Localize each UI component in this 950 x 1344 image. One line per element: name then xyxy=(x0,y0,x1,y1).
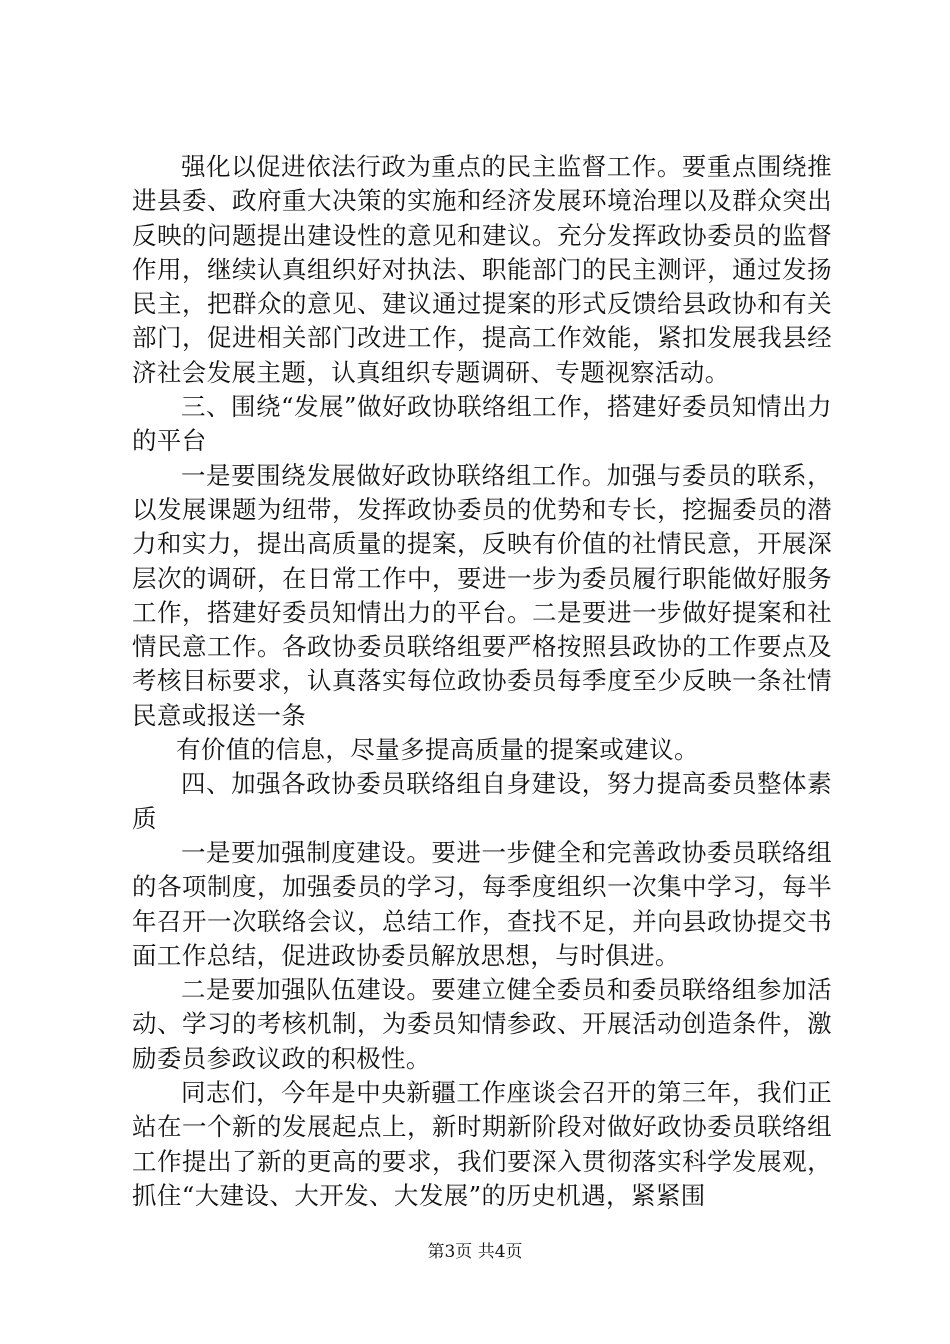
paragraph-closing-remarks: 同志们，今年是中央新疆工作座谈会召开的第三年，我们正站在一个新的发展起点上，新时期新阶段对做好政协委员联络组工作提出了新的更高的要求，我们要深入贯彻落实科学发展观，抓住“大建设、大开发、大发展”的历史机遇，紧紧围 xyxy=(132,1078,832,1210)
paragraph-system-building: 一是要加强制度建设。要进一步健全和完善政协委员联络组的各项制度，加强委员的学习，每季度组织一次集中学习，每半年召开一次联络会议，总结工作，查找不足，并向县政协提交书面工作总结，促进政协委员解放思想，与时俱进。 xyxy=(132,837,832,970)
paragraph-team-building: 二是要加强队伍建设。要建立健全委员和委员联络组参加活动、学习的考核机制，为委员知情参政、开展活动创造条件，激励委员参政议政的积极性。 xyxy=(132,975,832,1073)
page-number-footer: 第3页 共4页 xyxy=(427,1242,523,1262)
paragraph-democratic-supervision: 强化以促进依法行政为重点的民主监督工作。要重点围绕推进县委、政府重大决策的实施和经济发展环境治理以及群众突出反映的问题提出建设性的意见和建议。充分发挥政协委员的监督作用，继续认真组织好对执法、职能部门的民主测评，通过发扬民主，把群众的意见、建议通过提案的形式反馈给县政协和有关部门，促进相关部门改进工作，提高工作效能，紧扣发展我县经济社会发展主题，认真组织专题调研、专题视察活动。 xyxy=(132,152,832,387)
paragraph-liaison-work: 一是要围绕发展做好政协联络组工作。加强与委员的联系，以发展课题为纽带，发挥政协委员的优势和专长，挖掘委员的潜力和实力，提出高质量的提案，反映有价值的社情民意，开展深层次的调研，在日常工作中，要进一步为委员履行职能做好服务工作，搭建好委员知情出力的平台。二是要进一步做好提案和社情民意工作。各政协委员联络组要严格按照县政协的工作要点及考核目标要求，认真落实每位政协委员每季度至少反映一条社情民意或报送一条 xyxy=(132,460,832,730)
section-heading-three: 三、围绕“发展”做好政协联络组工作，搭建好委员知情出力的平台 xyxy=(132,392,832,456)
document-body xyxy=(132,150,832,1213)
section-heading-four: 四、加强各政协委员联络组自身建设，努力提高委员整体素质 xyxy=(132,769,832,833)
paragraph-continuation: 有价值的信息，尽量多提高质量的提案或建议。 xyxy=(176,735,699,765)
